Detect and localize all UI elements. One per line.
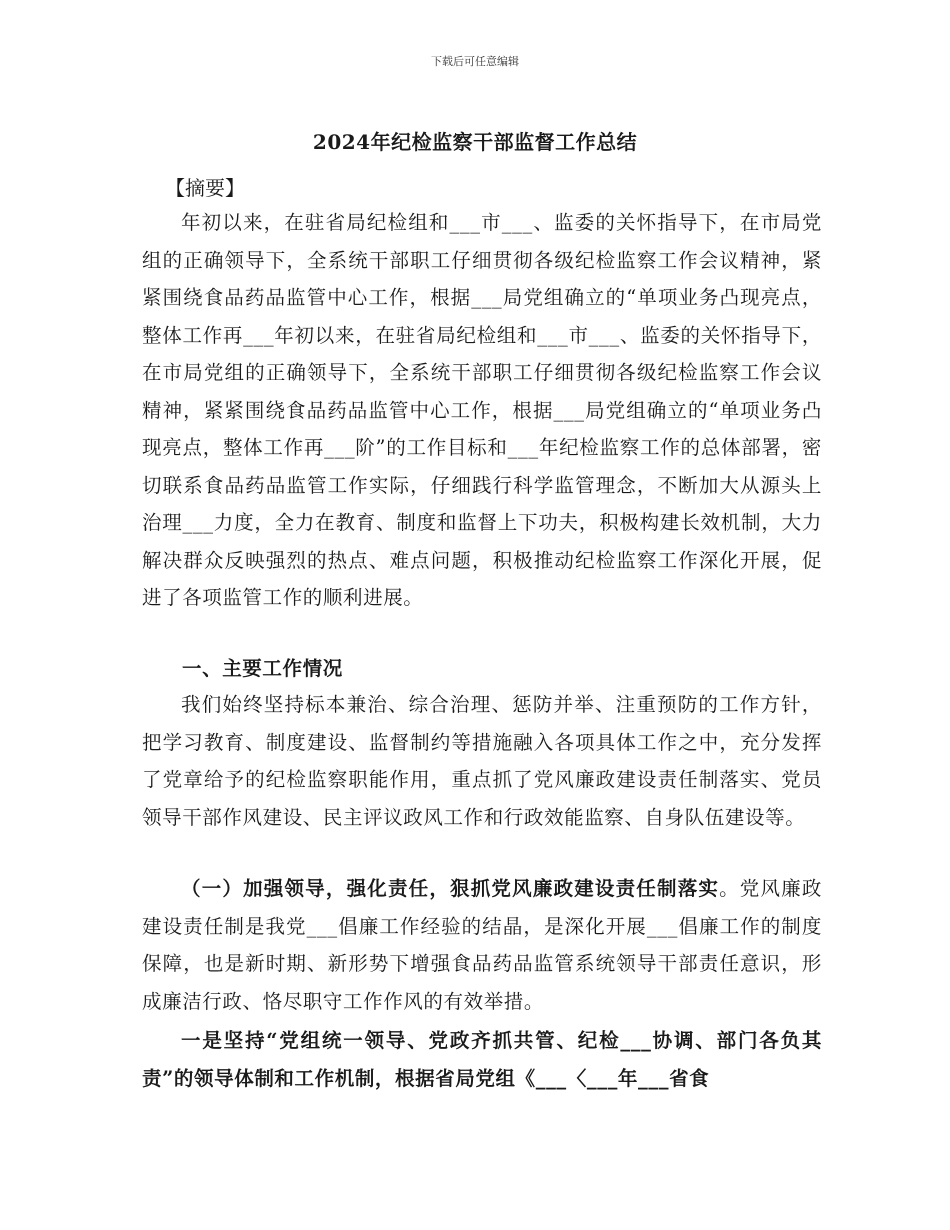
paragraph-point-1 (142, 1022, 822, 1097)
paragraph-body: 。党风廉政建设责任制是我党___倡廉工作经验的结晶，是深化开展___倡廉工作的制度保障，也是新时期、新形势下增强食品药品监管系统领导干部责任意识，形成廉洁行政、恪尽职守工作作风的有效举措。 (142, 877, 822, 1013)
subsection-heading: （一）加强领导，强化责任，狠抓党风廉政建设责任制落实 (181, 877, 720, 900)
paragraph-text: 一是坚持“党组统一领导、党政齐抓共管、纪检___协调、部门各负其责”的领导体制和工作机制，根据省局党组《___〈___年___省食 (142, 1029, 822, 1090)
paragraph-text: 我们始终坚持标本兼治、综合治理、惩防并举、注重预防的工作方针，把学习教育、制度建设、监督制约等措施融入各项具体工作之中，充分发挥了党章给予的纪检监察职能作用，重点抓了党风廉政建设责任制落实、党员领导干部作风建设、民主评议政风工作和行政效能监察、自身队伍建设等。 (142, 693, 822, 829)
paragraph-section-1 (142, 870, 822, 1020)
paragraph-text (142, 870, 822, 1020)
document-title: 2024年纪检监察干部监督工作总结 (312, 130, 638, 154)
paragraph-text: 年初以来，在驻省局纪检组和___市___、监委的关怀指导下，在市局党组的正确领导下，全系统干部职工仔细贯彻各级纪检监察工作会议精神，紧紧围绕食品药品监管中心工作，根据___局党组确立的“单项业务凸现亮点，整体工作再___年初以来，在驻省局纪检组和___市___、监委的关怀指导下，在市局党组的正确领导下，全系统干部职工仔细贯彻各级纪检监察工作会议精神，紧紧围绕食品药品监管中心工作，根据___局党组确立的“单项业务凸现亮点，整体工作再___阶”的工作目标和___年纪检监察工作的总体部署，密切联系食品药品监管工作实际，仔细践行科学监管理念，不断加大从源头上治理___力度，全力在教育、制度和监督上下功夫，积极构建长效机制，大力解决群众反映强烈的热点、难点问题，积极推动纪检监察工作深化开展，促进了各项监管工作的顺利进展。 (142, 211, 822, 609)
abstract-label: 【摘要】 (165, 176, 245, 200)
paragraph-main-work (142, 686, 822, 836)
section-heading-main-work: 一、主要工作情况 (182, 657, 343, 680)
header-note: 下载后可任意编辑 (431, 55, 519, 68)
paragraph-abstract (142, 204, 822, 617)
